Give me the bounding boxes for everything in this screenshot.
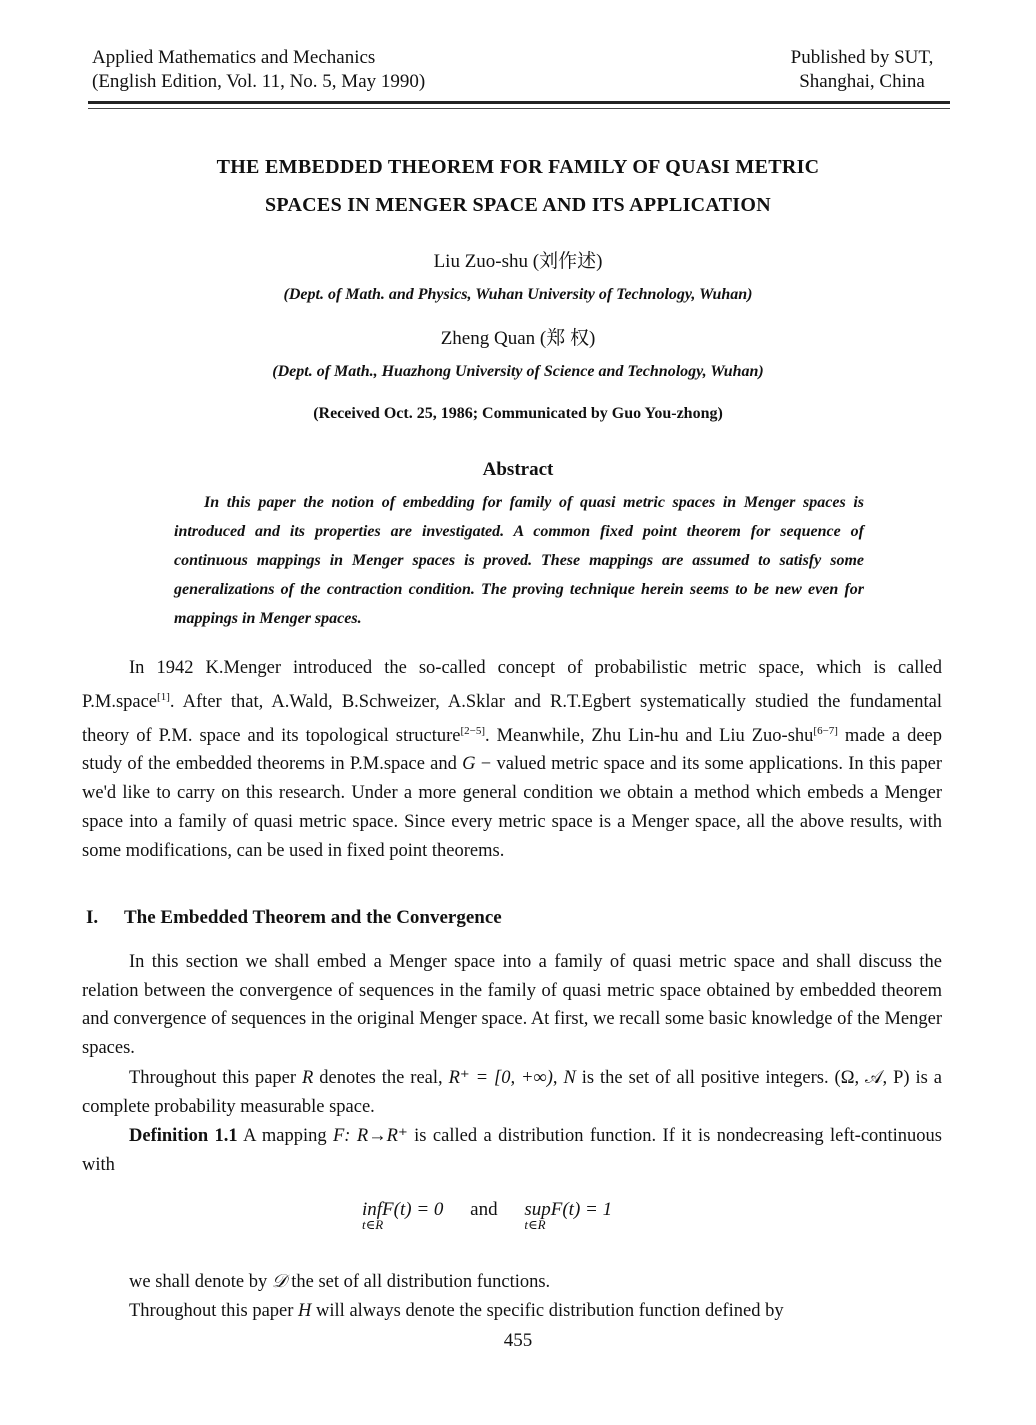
title-line-2: SPACES IN MENGER SPACE AND ITS APPLICATION [264, 194, 771, 216]
publisher-location: Shanghai, China [799, 71, 925, 92]
g-symbol: G [462, 754, 476, 775]
intro-text-4: made a deep study of the embedded theorems in P.M.space and [82, 725, 942, 775]
formula-sup-sub: t∈R [524, 1217, 546, 1232]
definition-1-1 [82, 1122, 942, 1179]
header-rule-thick [88, 101, 950, 104]
distribution-formula [362, 1199, 612, 1233]
para3-text-a: we shall denote by [129, 1272, 272, 1292]
symbol-N: N [563, 1068, 576, 1088]
author-1-affiliation: (Dept. of Math. and Physics, Wuhan University of Technology, Wuhan) [283, 286, 753, 303]
intro-paragraph [82, 654, 942, 865]
formula-inf-expr: infF(t) = 0 [362, 1199, 444, 1220]
citation-1: [1] [157, 690, 170, 703]
definition-text-b: is called a distribution function. If it is nondecreasing left-continuous with [82, 1126, 943, 1175]
para2-text-a: Throughout this paper [129, 1068, 303, 1088]
formula-and: and [470, 1199, 498, 1220]
section-title: The Embedded Theorem and the Convergence [124, 907, 502, 928]
symbol-R: R [302, 1068, 314, 1088]
formula-inf-sub: t∈R [362, 1217, 384, 1232]
journal-edition: (English Edition, Vol. 11, No. 5, May 1990) [92, 71, 426, 92]
received-note: (Received Oct. 25, 1986; Communicated by Guo You-zhong) [313, 405, 723, 422]
para2-text-d: is the set of all positive integers. (Ω, 𝒜, P) is a complete probability measurable space. [82, 1068, 942, 1117]
mapping-symbol: F: R→R⁺ [333, 1126, 408, 1146]
symbol-H: H [298, 1301, 312, 1321]
section-paragraph-3 [82, 1268, 942, 1297]
para2-text-b: denotes the real, [313, 1068, 449, 1088]
para4-text-a: Throughout this paper [129, 1301, 299, 1321]
intro-text-3: . Meanwhile, Zhu Lin-hu and Liu Zuo-shu [485, 725, 814, 746]
journal-header [92, 46, 425, 94]
paper-title [80, 148, 956, 224]
section-paragraph-4 [82, 1297, 942, 1326]
symbol-R-plus: R⁺ = [0, +∞) [448, 1068, 553, 1088]
author-2-name: Zheng Quan (郑 权) [440, 328, 596, 349]
publisher-name: Published by SUT, [790, 47, 934, 68]
abstract-text: In this paper the notion of embedding for family of quasi metric spaces in Menger spaces is introduced and its properties are investigated. A common fixed point theorem for sequence of continuous mappings in Menger spaces is proved. These mappings are assumed to satisfy some generalizations of the contraction condition. The proving technique herein seems to be new even for mappings in Menger spaces. [174, 494, 864, 627]
section-paragraph-1: In this section we shall embed a Menger space into a family of quasi metric space and shall discuss the relation between the convergence of sequences in the family of quasi metric space obtained by embedded theorem and convergence of sequences in the original Menger space. At first, we recall some basic knowledge of the Menger spaces. [82, 952, 942, 1059]
para4-text-b: will always denote the specific distribution function defined by [311, 1301, 784, 1321]
page-number: 455 [503, 1330, 533, 1351]
intro-text-5: − valued metric space and its some applications. In this paper we'd like to carry on this research. Under a more general condition we obtain a method which embeds a Menger space into a family of quasi metric space. Since every metric space is a Menger space, all the above results, with some modifications, can be used in fixed point theorems. [82, 754, 942, 861]
section-heading [86, 907, 502, 929]
section-number: I. [86, 907, 99, 928]
title-line-1: THE EMBEDDED THEOREM FOR FAMILY OF QUASI METRIC [216, 156, 820, 178]
header-rule-thin [88, 108, 950, 109]
intro-text-1: In 1942 K.Menger introduced the so-called concept of probabilistic metric space, which is called P.M.space [82, 658, 942, 712]
formula-sup-expr: supF(t) = 1 [524, 1199, 613, 1220]
definition-text-a: A mapping [237, 1126, 333, 1146]
citation-6-7: [6−7] [813, 724, 838, 737]
intro-text-2: . After that, A.Wald, B.Schweizer, A.Sklar and R.T.Egbert systematically studied the fundamental theory of P.M. space and its topological structure [82, 691, 942, 746]
journal-name: Applied Mathematics and Mechanics [92, 47, 376, 68]
publisher-header [772, 46, 952, 94]
author-1-name: Liu Zuo-shu (刘作述) [433, 251, 603, 272]
section-paragraph-2 [82, 1064, 942, 1121]
abstract-heading: Abstract [482, 459, 554, 480]
formula-sup [524, 1199, 612, 1233]
definition-label: Definition 1.1 [129, 1126, 238, 1146]
citation-2-5: [2−5] [460, 724, 486, 737]
formula-inf [362, 1199, 443, 1233]
para3-text-b: the set of all distribution functions. [286, 1272, 551, 1292]
symbol-D: 𝒟 [271, 1272, 287, 1292]
author-2-affiliation: (Dept. of Math., Huazhong University of Science and Technology, Wuhan) [272, 363, 764, 380]
para2-text-c: , [552, 1068, 564, 1088]
